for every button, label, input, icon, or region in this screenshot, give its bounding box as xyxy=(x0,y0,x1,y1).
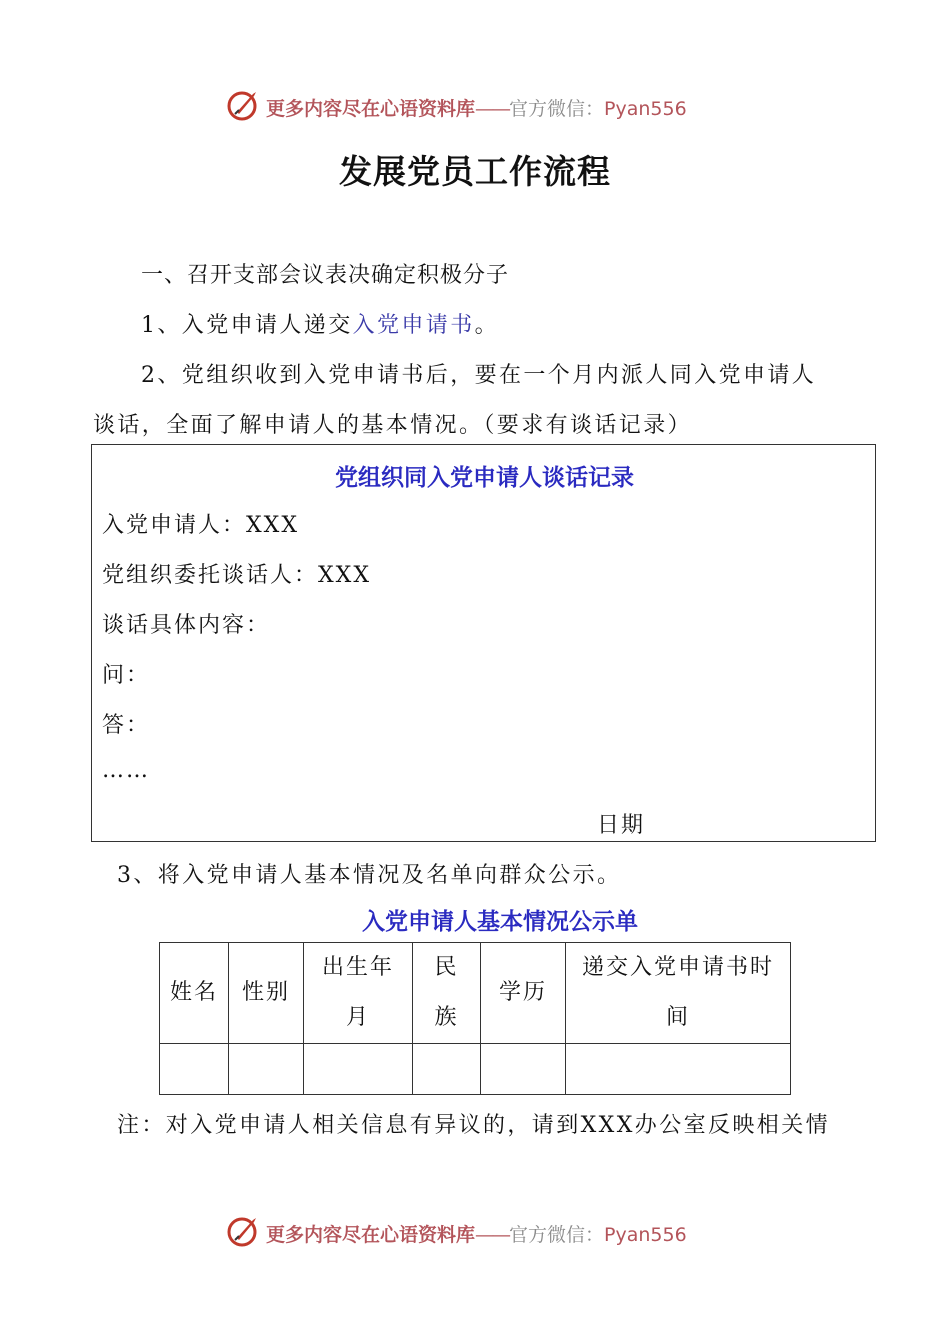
step-1 xyxy=(141,308,499,339)
watermark-dash: —— xyxy=(475,98,510,120)
table-header-row xyxy=(160,943,791,1044)
quill-logo-icon xyxy=(227,88,261,122)
header-submit-date: 递交入党申请书时 间 xyxy=(566,943,791,1044)
ellipsis: …… xyxy=(102,758,150,783)
step-2-line-2: 谈话，全面了解申请人的基本情况。（要求有谈话记录） xyxy=(93,413,693,438)
interviewer-line: 党组织委托谈话人：XXX xyxy=(102,563,371,588)
publicity-table-title: 入党申请人基本情况公示单 xyxy=(362,909,638,935)
watermark-wechat-label: 官方微信： xyxy=(509,1224,605,1246)
bottom-watermark xyxy=(0,1212,950,1252)
top-watermark xyxy=(0,86,950,126)
empty-cell xyxy=(413,1044,481,1095)
watermark-text xyxy=(266,1220,687,1247)
watermark-site: 更多内容尽在心语资料库 xyxy=(266,1224,476,1246)
header-gender: 性别 xyxy=(229,943,304,1044)
step-3: 3、将入党申请人基本情况及名单向群众公示。 xyxy=(117,863,622,888)
interview-record-title: 党组织同入党申请人谈话记录 xyxy=(335,465,634,491)
publicity-table xyxy=(159,942,791,1095)
header-name: 姓名 xyxy=(160,943,229,1044)
application-letter-link[interactable]: 入党申请书 xyxy=(352,313,475,338)
empty-cell xyxy=(304,1044,413,1095)
table-row xyxy=(160,1044,791,1095)
watermark-dash: —— xyxy=(475,1224,510,1246)
answer-label: 答： xyxy=(102,713,151,738)
quill-logo-icon xyxy=(227,1214,261,1248)
header-birth: 出生年 月 xyxy=(304,943,413,1044)
section-heading: 一、召开支部会议表决确定积极分子 xyxy=(141,263,510,288)
watermark-text xyxy=(266,94,687,121)
applicant-line: 入党申请人：XXX xyxy=(102,513,299,538)
step-2-line-1: 2、党组织收到入党申请书后，要在一个月内派人同入党申请人 xyxy=(141,363,817,388)
note-line: 注：对入党申请人相关信息有异议的，请到XXX办公室反映相关情 xyxy=(117,1113,830,1138)
content-label: 谈话具体内容： xyxy=(102,613,271,638)
header-education: 学历 xyxy=(481,943,566,1044)
empty-cell xyxy=(481,1044,566,1095)
step-1-prefix: 1、入党申请人递交 xyxy=(141,313,353,338)
question-label: 问： xyxy=(102,663,151,688)
empty-cell xyxy=(160,1044,229,1095)
page-title: 发展党员工作流程 xyxy=(339,152,611,191)
step-1-suffix: 。 xyxy=(474,313,500,338)
watermark-wechat-id: Pyan556 xyxy=(604,98,687,120)
watermark-wechat-label: 官方微信： xyxy=(509,98,605,120)
empty-cell xyxy=(229,1044,304,1095)
watermark-wechat-id: Pyan556 xyxy=(604,1224,687,1246)
empty-cell xyxy=(566,1044,791,1095)
interview-record-box xyxy=(91,444,876,842)
header-ethnicity: 民 族 xyxy=(413,943,481,1044)
date-label: 日期 xyxy=(597,813,646,838)
watermark-site: 更多内容尽在心语资料库 xyxy=(266,98,476,120)
